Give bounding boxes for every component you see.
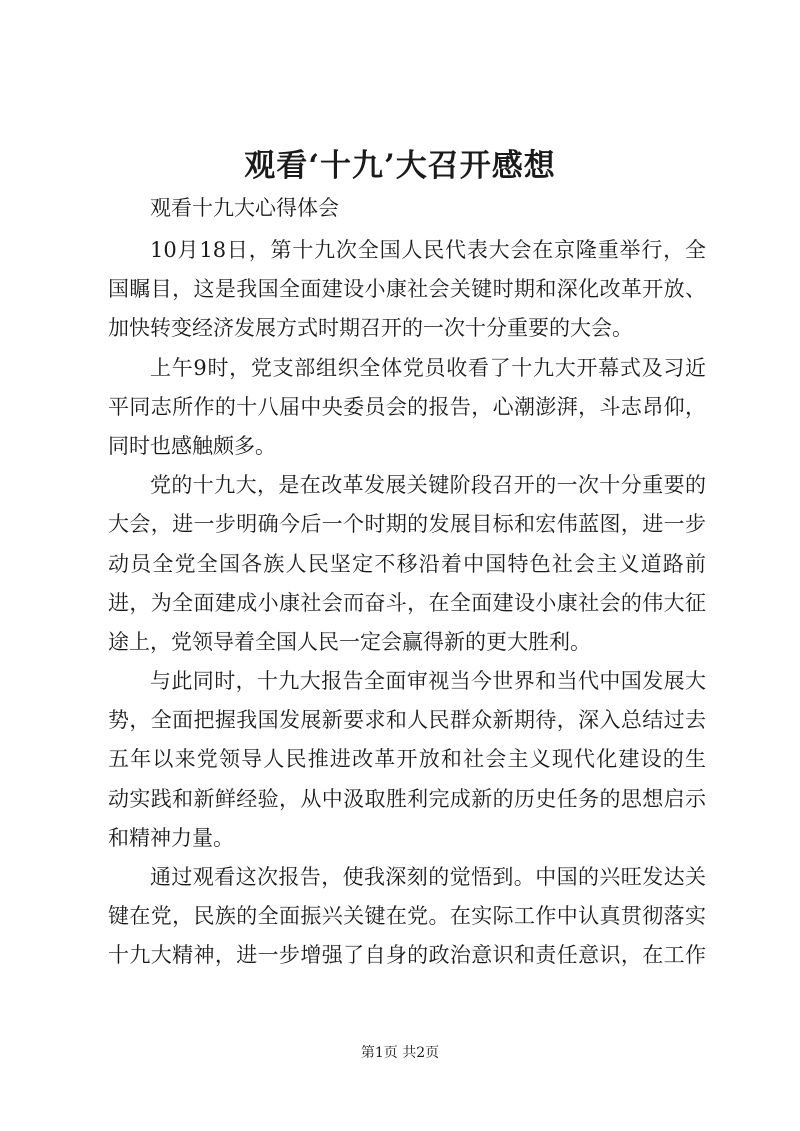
- document-title: 观看‘十九’大召开感想: [244, 148, 556, 184]
- paragraph-line: 10月18日，第十九次全国人民代表大会在京隆重举行，全: [150, 238, 706, 262]
- paragraph: [108, 662, 706, 858]
- paragraph-line: 途上，党领导着全国人民一定会赢得新的更大胜利。: [108, 629, 591, 654]
- paragraph-line: 键在党，民族的全面振兴关键在党。在实际工作中认真贯彻落实: [108, 904, 706, 929]
- paragraph-line: 大会，进一步明确今后一个时期的发展目标和宏伟蓝图，进一步: [108, 512, 706, 537]
- paragraph-line: 五年以来党领导人民推进改革开放和社会主义现代化建设的生: [108, 747, 706, 772]
- page-footer: 第1页 共2页: [360, 1045, 440, 1061]
- paragraphs: [108, 231, 706, 976]
- paragraph: [108, 231, 706, 349]
- document-body: [108, 190, 706, 976]
- paragraph-line: 加快转变经济发展方式时期召开的一次十分重要的大会。: [108, 316, 633, 341]
- paragraph-line: 动员全党全国各族人民坚定不移沿着中国特色社会主义道路前: [108, 551, 706, 576]
- paragraph-line: 和精神力量。: [108, 825, 234, 850]
- paragraph-line: 动实践和新鲜经验，从中汲取胜利完成新的历史任务的思想启示: [108, 786, 706, 811]
- paragraph-line: 上午9时，党支部组织全体党员收看了十九大开幕式及习近: [150, 355, 706, 380]
- paragraph-line: 通过观看这次报告，使我深刻的觉悟到。中国的兴旺发达关: [150, 865, 706, 889]
- paragraph-line: 平同志所作的十八届中央委员会的报告，心潮澎湃，斗志昂仰，: [108, 394, 706, 419]
- paragraph-line: 十九大精神，进一步增强了自身的政治意识和责任意识，在工作: [108, 943, 706, 968]
- paragraph: [108, 466, 706, 662]
- paragraph-line: 势，全面把握我国发展新要求和人民群众新期待，深入总结过去: [108, 708, 706, 733]
- paragraph-line: 与此同时，十九大报告全面审视当今世界和当代中国发展大: [150, 669, 706, 694]
- document-subtitle: 观看十九大心得体会: [150, 196, 339, 220]
- paragraph-line: 同时也感触颇多。: [108, 433, 276, 458]
- paragraph: [108, 858, 706, 976]
- paragraph-line: 党的十九大，是在改革发展关键阶段召开的一次十分重要的: [150, 473, 706, 498]
- paragraph-line: 进，为全面建成小康社会而奋斗，在全面建设小康社会的伟大征: [108, 590, 706, 615]
- paragraph: [108, 349, 706, 467]
- paragraph-line: 国瞩目，这是我国全面建设小康社会关键时期和深化改革开放、: [108, 277, 706, 302]
